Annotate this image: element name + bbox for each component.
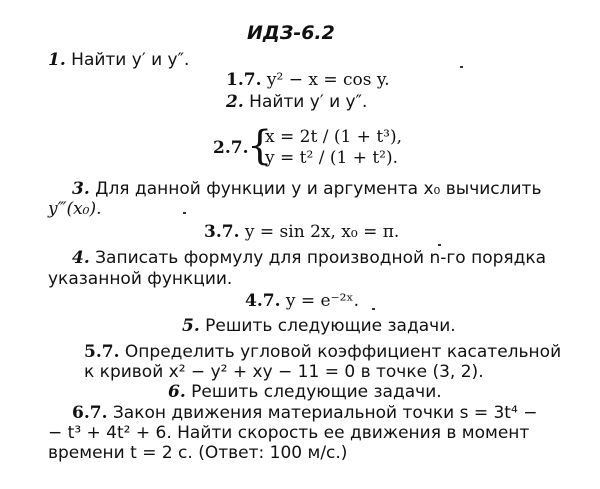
problem-2-7-line-2: y = t² / (1 + t²). (265, 148, 399, 168)
task-6-number: 6. (168, 382, 186, 402)
problem-6-7-text-1: Закон движения материальной точки s = 3t⁴ − (112, 403, 538, 423)
task-3-text-1: Для данной функции y и аргумента x₀ вычислить (95, 179, 542, 199)
problem-5-7 (84, 342, 561, 362)
task-4-text-2: указанной функции. (48, 269, 233, 289)
problem-5-7-number: 5.7. (84, 342, 120, 362)
task-3-number: 3. (72, 179, 90, 199)
task-6-heading (168, 382, 442, 402)
problem-2-7-line-1: x = 2t / (1 + t³), (265, 127, 403, 147)
scan-speck (372, 308, 375, 310)
task-3-text-2: y‴(x₀). (48, 199, 102, 219)
problem-5-7-text-1: Определить угловой коэффициент касательной (124, 342, 562, 362)
scan-speck (438, 244, 441, 246)
problem-4-7-expression: y = e⁻²ˣ. (285, 291, 360, 311)
task-5-heading (182, 316, 456, 336)
task-1-heading (48, 50, 189, 70)
task-4-text-1: Записать формулу для производной n-го порядка (95, 248, 547, 268)
problem-4-7 (245, 291, 359, 311)
problem-5-7-text-2: к кривой x² − y² + xy − 11 = 0 в точке (3, 2). (84, 362, 484, 382)
system-brace: { (247, 123, 273, 169)
problem-1-7 (226, 70, 390, 90)
problem-6-7-text-3: времени t = 2 с. (Ответ: 100 м/с.) (48, 443, 348, 463)
problem-4-7-number: 4.7. (245, 291, 281, 311)
task-2-number: 2. (226, 92, 244, 112)
task-1-text: Найти y′ и y″. (71, 50, 190, 70)
task-2-text: Найти y′ и y″. (249, 92, 368, 112)
task-6-text: Решить следующие задачи. (191, 382, 442, 402)
scan-speck (460, 66, 463, 68)
problem-3-7-number: 3.7. (204, 222, 240, 242)
document-title: ИДЗ-6.2 (247, 22, 335, 44)
problem-6-7-number: 6.7. (72, 403, 108, 423)
problem-6-7 (72, 403, 537, 423)
problem-1-7-number: 1.7. (226, 70, 262, 90)
task-5-text: Решить следующие задачи. (205, 316, 456, 336)
task-2-heading (226, 92, 367, 112)
task-1-number: 1. (48, 50, 66, 70)
task-5-number: 5. (182, 316, 200, 336)
problem-6-7-text-2: − t³ + 4t² + 6. Найти скорость ее движения в момент (48, 423, 530, 443)
task-4-heading (72, 248, 546, 268)
problem-3-7-expression: y = sin 2x, x₀ = π. (244, 222, 400, 242)
problem-1-7-expression: y² − x = cos y. (266, 70, 390, 90)
task-4-number: 4. (72, 248, 90, 268)
scan-speck (183, 212, 186, 214)
task-3-heading (72, 179, 541, 199)
problem-3-7 (204, 222, 399, 242)
problem-2-7-number: 2.7. (213, 138, 249, 158)
